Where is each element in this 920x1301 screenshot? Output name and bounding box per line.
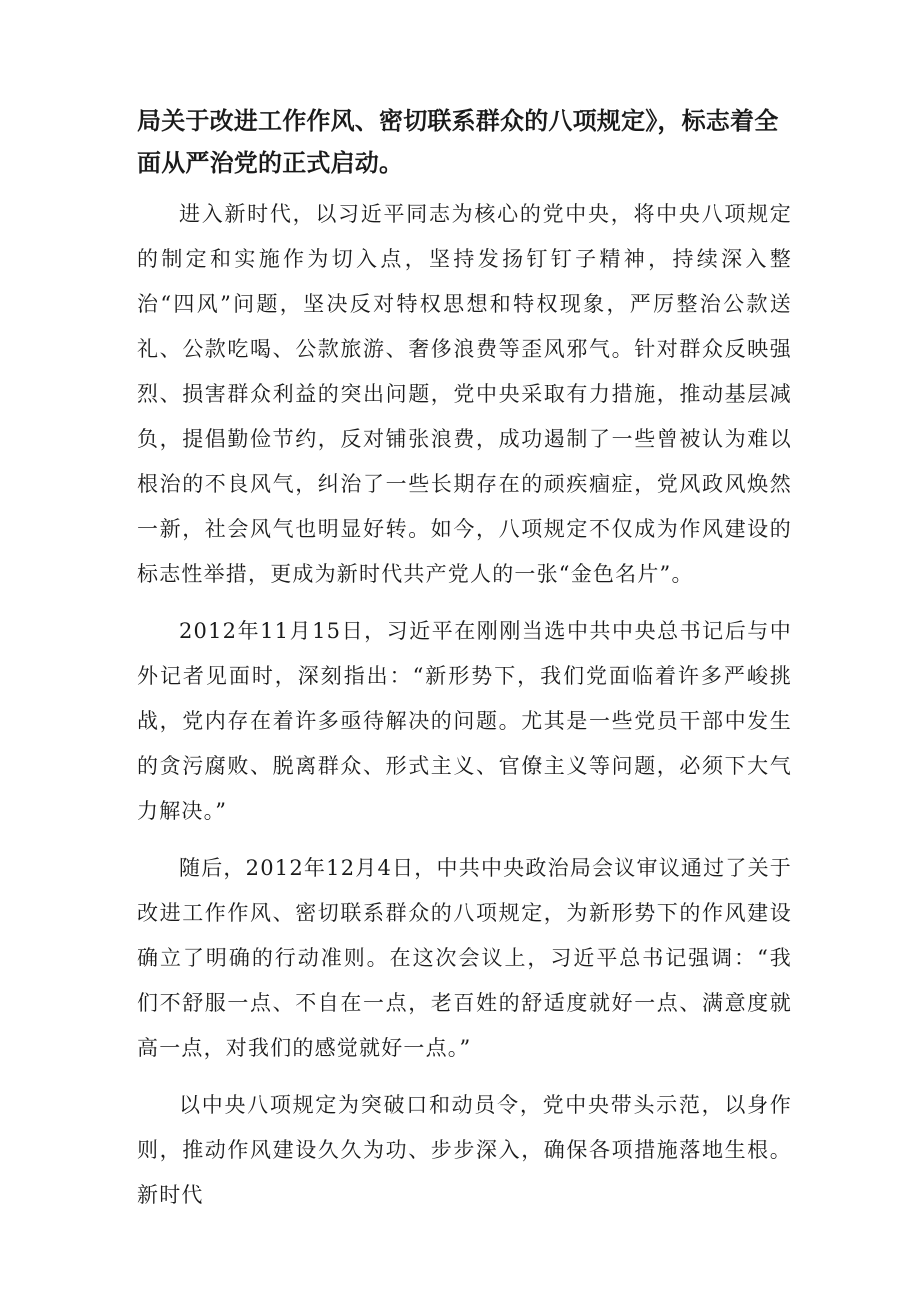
paragraph-press-meeting: 2012年11月15日，习近平在刚刚当选中共中央总书记后与中外记者见面时，深刻指出：“新形势下，我们党面临着许多严峻挑战，党内存在着许多亟待解决的问题。尤其是一些党员干部中发生的贪污腐败、脱离群众、形式主义、官僚主义等问题，必须下大气力解决。” [137,619,792,823]
paragraph-politburo-meeting: 随后，2012年12月4日，中共中央政治局会议审议通过了关于改进工作作风、密切联系群众的八项规定，为新形势下的作风建设确立了明确的行动准则。在这次会议上，习近平总书记强调：“我们不舒服一点、不自在一点，老百姓的舒适度就好一点、满意度就高一点，对我们的感觉就好一点。” [137,856,792,1060]
document-body [137,100,792,1230]
paragraph-new-era: 进入新时代，以习近平同志为核心的党中央，将中央八项规定的制定和实施作为切入点，坚持发扬钉钉子精神，持续深入整治“四风”问题，坚决反对特权思想和特权现象，严厉整治公款送礼、公款吃喝、公款旅游、奢侈浪费等歪风邪气。针对群众反映强烈、损害群众利益的突出问题，党中央采取有力措施，推动基层减负，提倡勤俭节约，反对铺张浪费，成功遏制了一些曾被认为难以根治的不良风气，纠治了一些长期存在的顽疾痼症，党风政风焕然一新，社会风气也明显好转。如今，八项规定不仅成为作风建设的标志性举措，更成为新时代共产党人的一张“金色名片”。 [137,202,792,586]
lead-text: 局关于改进工作作风、密切联系群众的八项规定》，标志着全面从严治党的正式启动。 [137,107,779,177]
paragraph-breakthrough: 以中央八项规定为突破口和动员令，党中央带头示范，以身作则，推动作风建设久久为功、步步深入，确保各项措施落地生根。新时代 [137,1093,792,1207]
